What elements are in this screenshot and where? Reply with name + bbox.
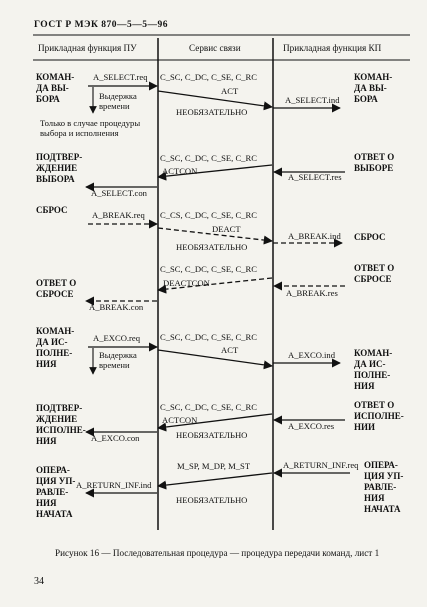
service-optional: НЕОБЯЗАТЕЛЬНО — [176, 107, 248, 117]
service-optional: НЕОБЯЗАТЕЛЬНО — [176, 495, 248, 505]
note-wait-time-line: Выдержка — [99, 91, 137, 101]
right-label-return-line: ЦИЯ УП- — [364, 471, 404, 481]
primitive-label: A_BREAK.res — [286, 288, 338, 298]
primitive-label: A_RETURN_INF.req — [283, 460, 359, 470]
left-label-execute-confirm-line: ПОДТВЕР- — [36, 403, 83, 413]
right-label-execute-response-line: НИИ — [354, 422, 376, 432]
left-label-return-line: НАЧАТА — [36, 509, 73, 519]
service-codes: C_SC, C_DC, C_SE, C_RC — [160, 264, 257, 274]
note-select-only-line: выбора и исполнения — [40, 128, 119, 138]
column-title-link-service: Сервис связи — [189, 43, 241, 53]
left-label-execute-line: КОМАН- — [36, 326, 75, 336]
primitive-label: A_BREAK.ind — [288, 231, 341, 241]
right-label-execute-line: КОМАН- — [354, 348, 393, 358]
left-label-return-line: РАВЛЕ- — [36, 487, 69, 497]
right-label-break-line: СБРОС — [354, 232, 386, 242]
left-label-break-confirm-line: ОТВЕТ О — [36, 278, 77, 288]
primitive-label: A_BREAK.req — [92, 210, 145, 220]
service-optional: НЕОБЯЗАТЕЛЬНО — [176, 242, 248, 252]
left-label-select-confirm-line: ЖДЕНИЕ — [36, 163, 78, 173]
primitive-label: A_SELECT.ind — [285, 95, 340, 105]
primitive-label: A_EXCO.req — [93, 333, 141, 343]
service-deact: DEACT — [212, 224, 241, 234]
right-label-execute-response-line: ОТВЕТ О — [354, 400, 395, 410]
right-label-execute-response-line: ИСПОЛНЕ- — [354, 411, 404, 421]
right-label-return-line: ОПЕРА- — [364, 460, 398, 470]
right-label-execute-line: ДА ИС- — [354, 359, 386, 369]
arrow-act-select — [158, 91, 272, 107]
service-codes: C_SC, C_DC, C_SE, C_RC — [160, 72, 257, 82]
primitive-label: A_EXCO.con — [91, 433, 140, 443]
right-label-select-line: БОРА — [354, 94, 378, 104]
right-label-select-response-line: ВЫБОРЕ — [354, 163, 394, 173]
left-label-break-confirm-line: СБРОСЕ — [36, 289, 74, 299]
left-label-select-line: БОРА — [36, 94, 60, 104]
service-actcon: ACTCON — [162, 415, 198, 425]
service-codes: C_SC, C_DC, C_SE, C_RC — [160, 332, 257, 342]
right-label-select-line: КОМАН- — [354, 72, 393, 82]
note-select-only-line: Только в случае процедуры — [40, 118, 141, 128]
right-label-return-line: НАЧАТА — [364, 504, 401, 514]
left-label-execute-line: ДА ИС- — [36, 337, 68, 347]
service-optional: НЕОБЯЗАТЕЛЬНО — [176, 430, 248, 440]
right-label-execute-line: ПОЛНЕ- — [354, 370, 391, 380]
service-act: ACT — [221, 345, 239, 355]
left-label-return-line: ОПЕРА- — [36, 465, 70, 475]
left-label-select-confirm-line: ПОДТВЕР- — [36, 152, 83, 162]
left-label-execute-line: ПОЛНЕ- — [36, 348, 73, 358]
note-wait-time-line: времени — [99, 101, 130, 111]
service-act: ACT — [221, 86, 239, 96]
service-codes: C_SC, C_DC, C_SE, C_RC — [160, 402, 257, 412]
primitive-label: A_SELECT.req — [93, 72, 148, 82]
right-label-break-response-line: ОТВЕТ О — [354, 263, 395, 273]
right-label-select-line: ДА ВЫ- — [354, 83, 387, 93]
note-wait-time-line: времени — [99, 360, 130, 370]
right-label-return-line: РАВЛЕ- — [364, 482, 397, 492]
service-codes: C_CS, C_DC, C_SE, C_RC — [160, 210, 257, 220]
right-label-return-line: НИЯ — [364, 493, 385, 503]
left-label-select-line: КОМАН- — [36, 72, 75, 82]
arrow-return-inf — [158, 473, 272, 486]
service-deactcon: DEACTCON — [163, 278, 210, 288]
page-number: 34 — [34, 576, 44, 587]
service-actcon: ACTCON — [162, 166, 198, 176]
primitive-label: A_SELECT.res — [288, 172, 342, 182]
standard-reference: ГОСТ Р МЭК 870—5—5—96 — [34, 20, 168, 30]
left-label-return-line: ЦИЯ УП- — [36, 476, 76, 486]
figure-caption: Рисунок 16 — Последовательная процедура — процедура передачи команд, лист 1 — [55, 548, 380, 558]
left-label-execute-line: НИЯ — [36, 359, 57, 369]
service-codes: C_SC, C_DC, C_SE, C_RC — [160, 153, 257, 163]
left-label-execute-confirm-line: ЖДЕНИЕ — [36, 414, 78, 424]
primitive-label: A_EXCO.res — [288, 421, 335, 431]
right-label-select-response-line: ОТВЕТ О — [354, 152, 395, 162]
left-label-break-line: СБРОС — [36, 205, 68, 215]
column-title-control-station: Прикладная функция ПУ — [38, 43, 137, 53]
service-codes-monitor: M_SP, M_DP, M_ST — [177, 461, 251, 471]
note-wait-time-line: Выдержка — [99, 350, 137, 360]
left-label-select-confirm-line: ВЫБОРА — [36, 174, 75, 184]
left-label-return-line: НИЯ — [36, 498, 57, 508]
column-title-outstation: Прикладная функция КП — [283, 43, 382, 53]
right-label-break-response-line: СБРОСЕ — [354, 274, 392, 284]
primitive-label: A_EXCO.ind — [288, 350, 336, 360]
primitive-label: A_SELECT.con — [91, 188, 147, 198]
right-label-execute-line: НИЯ — [354, 381, 375, 391]
left-label-execute-confirm-line: НИЯ — [36, 436, 57, 446]
primitive-label: A_BREAK.con — [89, 302, 144, 312]
arrow-act-exco — [158, 350, 272, 366]
left-label-select-line: ДА ВЫ- — [36, 83, 69, 93]
primitive-label: A_RETURN_INF.ind — [76, 480, 152, 490]
left-label-execute-confirm-line: ИСПОЛНЕ- — [36, 425, 86, 435]
